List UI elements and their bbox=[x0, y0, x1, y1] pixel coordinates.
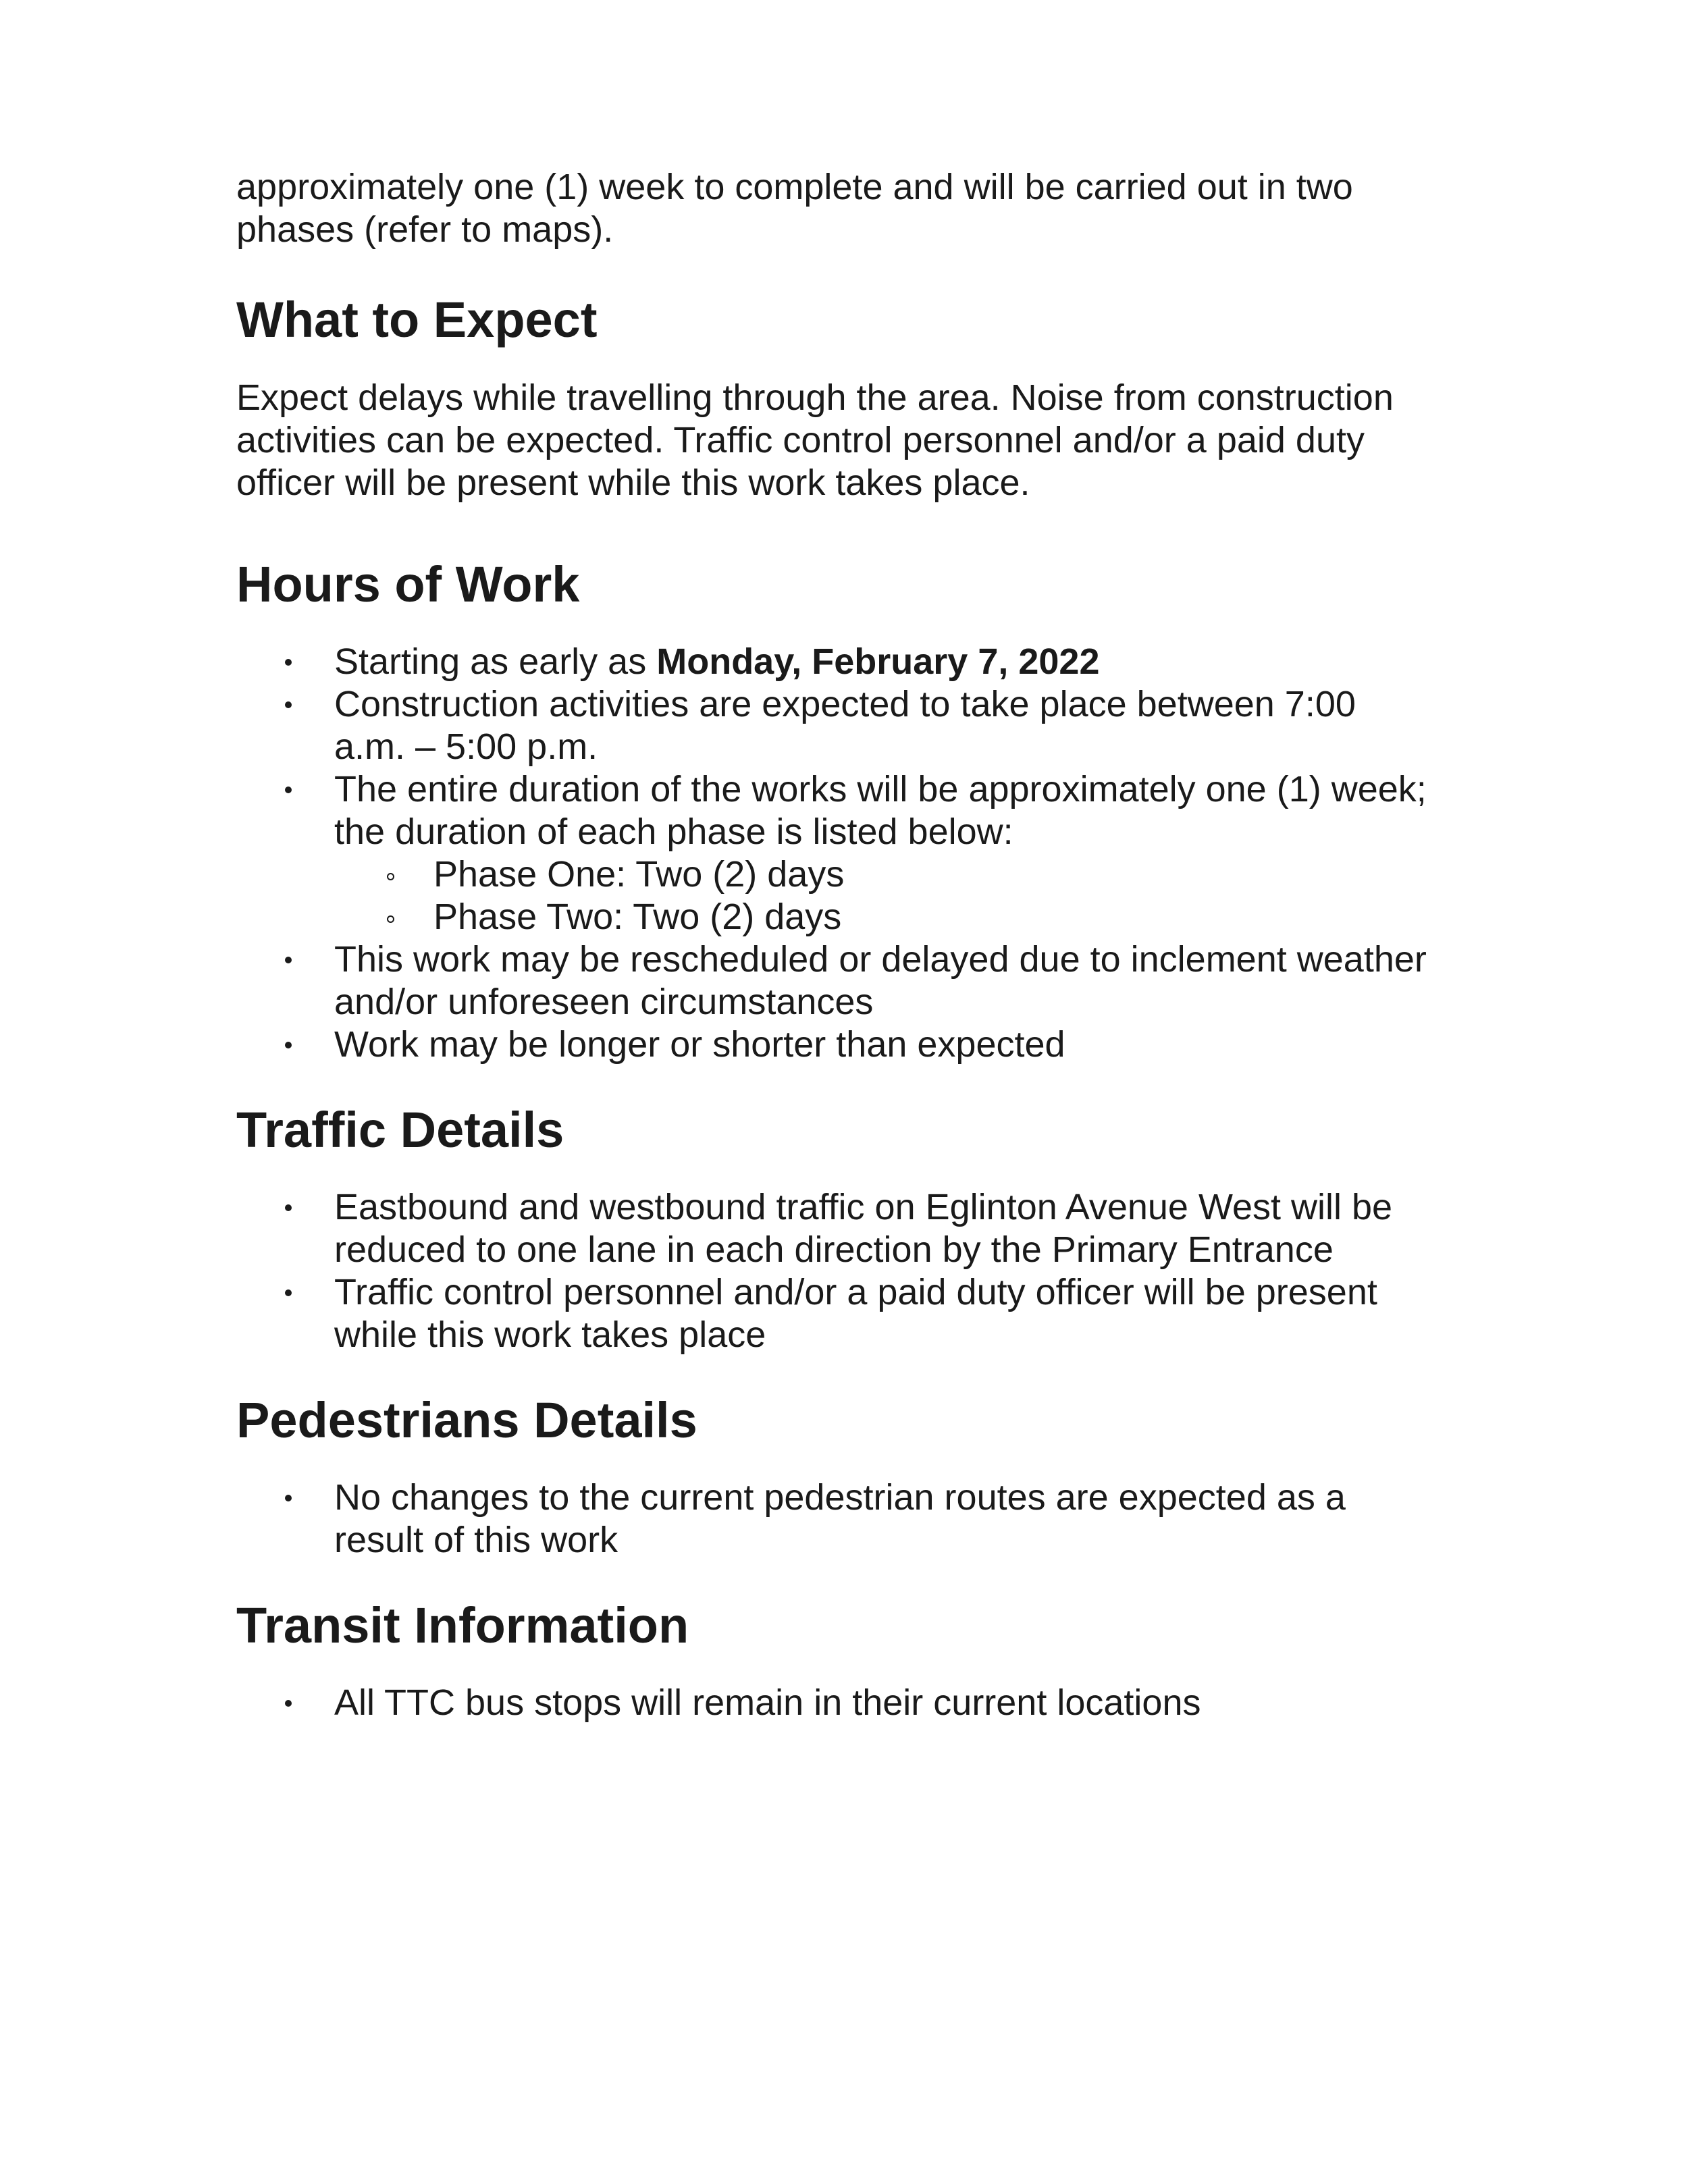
paragraph-line: Expect delays while travelling through the area. Noise from construction bbox=[236, 377, 1394, 418]
bullet-icon bbox=[285, 787, 292, 793]
section-heading-pedestrians-details: Pedestrians Details bbox=[236, 1392, 697, 1448]
sub-list-item bbox=[236, 853, 1472, 896]
list-item bbox=[236, 1682, 1472, 1724]
bullet-icon bbox=[285, 1700, 292, 1707]
bullet-icon bbox=[285, 1289, 292, 1296]
hollow-bullet-icon bbox=[387, 873, 394, 880]
list-item-text: Traffic control personnel and/or a paid duty officer will be present bbox=[334, 1272, 1377, 1312]
list-item bbox=[236, 1476, 1472, 1562]
list-item-text: result of this work bbox=[334, 1520, 618, 1560]
bullet-icon bbox=[285, 1042, 292, 1048]
bullet-icon bbox=[285, 957, 292, 963]
section-heading-traffic-details: Traffic Details bbox=[236, 1102, 564, 1158]
list-item-text: Starting as early as bbox=[334, 641, 657, 682]
list-item-text: This work may be rescheduled or delayed due to inclement weather bbox=[334, 939, 1427, 980]
bullet-icon bbox=[285, 1204, 292, 1211]
phase-sublist bbox=[236, 853, 1472, 938]
pedestrians-details-list bbox=[236, 1476, 1472, 1562]
bullet-icon bbox=[285, 659, 292, 666]
list-item-text: The entire duration of the works will be approximately one (1) week; bbox=[334, 769, 1427, 809]
list-item bbox=[236, 683, 1472, 768]
section-heading-what-to-expect: What to Expect bbox=[236, 292, 598, 348]
phase-text: Phase Two: Two (2) days bbox=[433, 897, 842, 937]
list-item-text: All TTC bus stops will remain in their current locations bbox=[334, 1682, 1201, 1723]
sub-list-item bbox=[236, 896, 1472, 938]
bullet-icon bbox=[285, 701, 292, 708]
list-item bbox=[236, 1186, 1472, 1271]
list-item-text: Construction activities are expected to take place between 7:00 bbox=[334, 684, 1356, 724]
hollow-bullet-icon bbox=[387, 915, 394, 923]
list-item bbox=[236, 641, 1472, 683]
intro-paragraph bbox=[236, 166, 1472, 251]
list-item bbox=[236, 1271, 1472, 1356]
hours-of-work-list bbox=[236, 641, 1472, 1066]
list-item-text: and/or unforeseen circumstances bbox=[334, 982, 874, 1022]
transit-information-list bbox=[236, 1682, 1472, 1724]
start-date: Monday, February 7, 2022 bbox=[656, 641, 1100, 682]
bullet-icon bbox=[285, 1495, 292, 1501]
section-heading-transit-information: Transit Information bbox=[236, 1597, 689, 1653]
document-page bbox=[236, 166, 1472, 1724]
section-heading-hours-of-work: Hours of Work bbox=[236, 556, 580, 612]
list-item-text: while this work takes place bbox=[334, 1314, 766, 1355]
intro-line: phases (refer to maps). bbox=[236, 209, 614, 250]
what-to-expect-paragraph bbox=[236, 377, 1472, 504]
list-item-text: reduced to one lane in each direction by the Primary Entrance bbox=[334, 1229, 1334, 1270]
list-item-text: the duration of each phase is listed below: bbox=[334, 811, 1013, 852]
intro-line: approximately one (1) week to complete and will be carried out in two bbox=[236, 167, 1353, 207]
phase-text: Phase One: Two (2) days bbox=[433, 854, 845, 895]
paragraph-line: activities can be expected. Traffic control personnel and/or a paid duty bbox=[236, 420, 1365, 460]
list-item-text: Work may be longer or shorter than expected bbox=[334, 1024, 1065, 1065]
list-item bbox=[236, 938, 1472, 1023]
list-item-text: No changes to the current pedestrian routes are expected as a bbox=[334, 1477, 1346, 1518]
list-item-text: Eastbound and westbound traffic on Eglinton Avenue West will be bbox=[334, 1187, 1393, 1227]
paragraph-line: officer will be present while this work takes place. bbox=[236, 462, 1030, 503]
list-item-text: a.m. – 5:00 p.m. bbox=[334, 726, 598, 767]
traffic-details-list bbox=[236, 1186, 1472, 1356]
list-item bbox=[236, 768, 1472, 938]
list-item bbox=[236, 1023, 1472, 1066]
